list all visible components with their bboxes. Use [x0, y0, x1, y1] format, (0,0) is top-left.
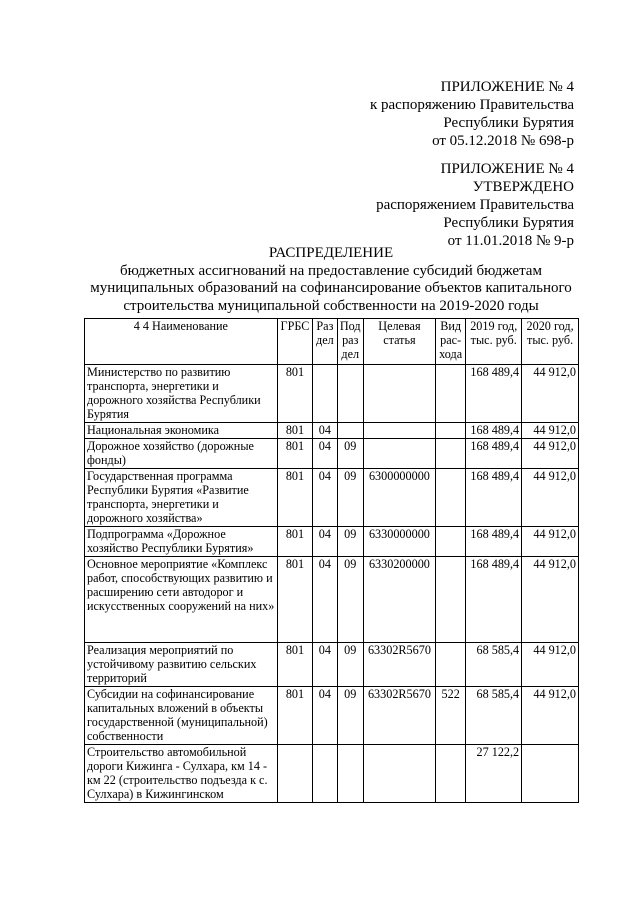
table-row — [85, 365, 579, 423]
row-target — [363, 365, 435, 423]
row-target: 6330000000 — [363, 527, 435, 557]
table-row — [85, 423, 579, 439]
row-subsection: 09 — [337, 687, 363, 745]
table-row — [85, 687, 579, 745]
header-cell: Под раз дел — [337, 319, 363, 365]
row-2020: 44 912,0 — [522, 469, 579, 527]
row-grbs: 801 — [277, 365, 313, 423]
header-cell: Раз дел — [313, 319, 337, 365]
row-2019: 68 585,4 — [466, 643, 522, 687]
row-section: 04 — [313, 643, 337, 687]
row-target: 6300000000 — [363, 469, 435, 527]
header-cell: 2019 год, тыс. руб. — [466, 319, 522, 365]
row-2020: 44 912,0 — [522, 557, 579, 643]
row-section — [313, 365, 337, 423]
row-2019: 68 585,4 — [466, 687, 522, 745]
row-2020: 44 912,0 — [522, 643, 579, 687]
row-subsection — [337, 365, 363, 423]
row-2019: 168 489,4 — [466, 439, 522, 469]
row-subsection: 09 — [337, 643, 363, 687]
table-row — [85, 439, 579, 469]
appendix-to-order: к распоряжению Правительства — [369, 97, 574, 113]
appendix-republic: Республики Бурятия — [443, 115, 574, 131]
row-2019: 168 489,4 — [466, 527, 522, 557]
row-expense-type — [435, 423, 465, 439]
approved-by: распоряжением Правительства — [376, 197, 574, 213]
row-expense-type — [435, 745, 465, 803]
header-cell: 2020 год, тыс. руб. — [522, 319, 579, 365]
appendix-date: от 05.12.2018 № 698-р — [432, 133, 574, 149]
table-row — [85, 469, 579, 527]
row-grbs: 801 — [277, 687, 313, 745]
row-2020: 44 912,0 — [522, 527, 579, 557]
row-expense-type — [435, 557, 465, 643]
row-expense-type — [435, 365, 465, 423]
row-target: 6330200000 — [363, 557, 435, 643]
row-2020: 44 912,0 — [522, 439, 579, 469]
row-grbs: 801 — [277, 469, 313, 527]
row-grbs: 801 — [277, 439, 313, 469]
row-2019: 168 489,4 — [466, 423, 522, 439]
title-line: строительства муниципальной собственности на 2019-2020 годы — [123, 297, 539, 314]
row-grbs: 801 — [277, 423, 313, 439]
row-grbs — [277, 745, 313, 803]
row-2019: 168 489,4 — [466, 469, 522, 527]
row-target — [363, 423, 435, 439]
row-name: Основное мероприятие «Комплекс работ, способствующих развитию и расширению сети автодорог и искусственных сооружений на них» — [85, 557, 278, 643]
header-cell: ГРБС — [277, 319, 313, 365]
document-title — [84, 245, 578, 315]
row-section: 04 — [313, 439, 337, 469]
appendix-number: ПРИЛОЖЕНИЕ № 4 — [440, 79, 574, 95]
row-2019: 168 489,4 — [466, 557, 522, 643]
row-subsection: 09 — [337, 557, 363, 643]
row-name: Строительство автомобильной дороги Кижинга - Сулхара, км 14 - км 22 (строительство подъезда к с. Сулхара) в Кижингинском — [85, 745, 278, 803]
title-line: муниципальных образований на софинансирование объектов капитального — [90, 280, 572, 296]
table-row — [85, 557, 579, 643]
row-grbs: 801 — [277, 557, 313, 643]
row-subsection: 09 — [337, 439, 363, 469]
row-expense-type — [435, 439, 465, 469]
appendix-header-current — [370, 78, 574, 150]
row-section: 04 — [313, 423, 337, 439]
row-2020: 44 912,0 — [522, 365, 579, 423]
row-name: Подпрограмма «Дорожное хозяйство Республики Бурятия» — [85, 527, 278, 557]
row-target: 63302R5670 — [363, 643, 435, 687]
approved-label: УТВЕРЖДЕНО — [472, 179, 574, 195]
row-section — [313, 745, 337, 803]
row-section: 04 — [313, 687, 337, 745]
row-section: 04 — [313, 469, 337, 527]
row-expense-type: 522 — [435, 687, 465, 745]
row-grbs: 801 — [277, 643, 313, 687]
appendix-header-previous — [376, 160, 574, 250]
row-subsection — [337, 423, 363, 439]
row-name: Министерство по развитию транспорта, энергетики и дорожного хозяйства Республики Бурятия — [85, 365, 278, 423]
row-2020: 44 912,0 — [522, 423, 579, 439]
row-subsection — [337, 745, 363, 803]
approved-date: от 11.01.2018 № 9-р — [447, 233, 574, 249]
row-section: 04 — [313, 527, 337, 557]
header-cell: 4 4 Наименование — [85, 319, 278, 365]
row-2020 — [522, 745, 579, 803]
row-target — [363, 745, 435, 803]
row-name: Государственная программа Республики Бурятия «Развитие транспорта, энергетики и дорожного хозяйства» — [85, 469, 278, 527]
row-name: Субсидии на софинансирование капитальных вложений в объекты государственной (муниципальной) собственности — [85, 687, 278, 745]
row-target: 63302R5670 — [363, 687, 435, 745]
row-section: 04 — [313, 557, 337, 643]
row-target — [363, 439, 435, 469]
row-2020: 44 912,0 — [522, 687, 579, 745]
table-header-row — [85, 319, 579, 365]
row-subsection: 09 — [337, 469, 363, 527]
row-2019: 27 122,2 — [466, 745, 522, 803]
title-main: РАСПРЕДЕЛЕНИЕ — [268, 245, 394, 261]
row-expense-type — [435, 469, 465, 527]
row-2019: 168 489,4 — [466, 365, 522, 423]
table-row — [85, 527, 579, 557]
row-expense-type — [435, 643, 465, 687]
table-row — [85, 643, 579, 687]
row-expense-type — [435, 527, 465, 557]
approved-republic: Республики Бурятия — [443, 215, 574, 231]
row-grbs: 801 — [277, 527, 313, 557]
table-row — [85, 745, 579, 803]
header-cell: Целевая статья — [363, 319, 435, 365]
row-subsection: 09 — [337, 527, 363, 557]
title-line: бюджетных ассигнований на предоставление субсидий бюджетам — [120, 262, 542, 279]
row-name: Дорожное хозяйство (дорожные фонды) — [85, 439, 278, 469]
row-name: Национальная экономика — [85, 423, 278, 439]
header-cell: Вид рас-хода — [435, 319, 465, 365]
appendix-number: ПРИЛОЖЕНИЕ № 4 — [440, 161, 574, 177]
allocation-table — [84, 318, 579, 803]
row-name: Реализация мероприятий по устойчивому развитию сельских территорий — [85, 643, 278, 687]
